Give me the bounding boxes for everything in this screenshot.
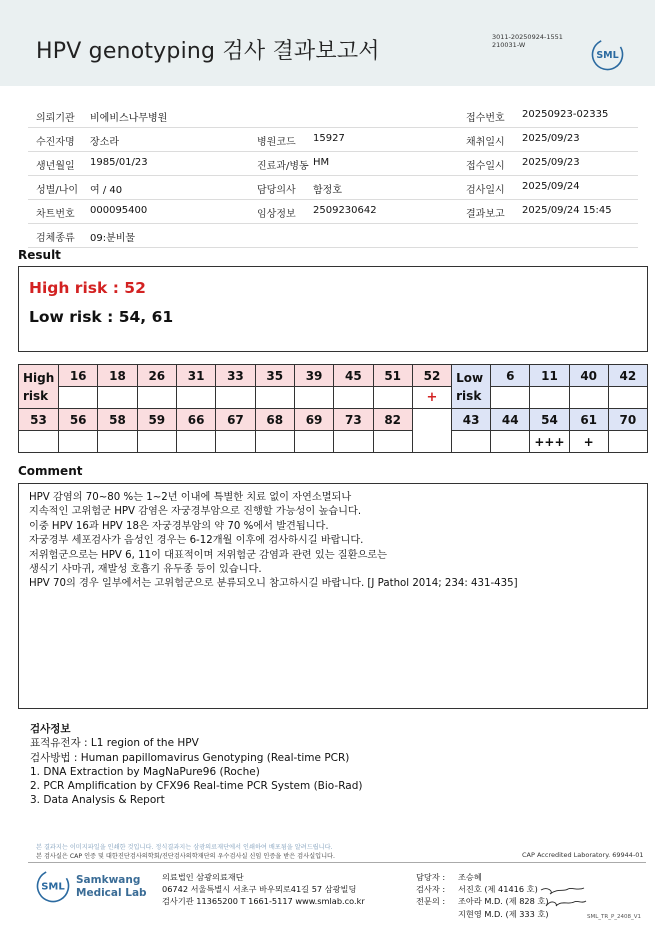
info-value: 000095400 <box>90 205 148 216</box>
sml-logo-icon <box>591 38 624 71</box>
result-cell <box>98 387 137 409</box>
info-value: 2025/09/23 <box>522 157 580 168</box>
info-value: HM <box>313 157 330 168</box>
genotype-cell: 11 <box>530 365 569 387</box>
info-label: 수진자명 <box>36 137 75 148</box>
info-label: 생년월일 <box>36 161 75 172</box>
info-row <box>28 176 638 200</box>
info-label: 결과보고 <box>466 209 505 220</box>
staff-value: 조아라 M.D. (제 828 호) <box>458 896 549 907</box>
staff-value: 조승혜 <box>458 872 482 882</box>
footer-divider <box>28 862 646 863</box>
info-row <box>28 104 638 128</box>
info-value: 여 / 40 <box>90 185 123 196</box>
svg-text:SML: SML <box>41 881 65 893</box>
result-cell <box>255 387 294 409</box>
info-value: 함정호 <box>313 185 342 196</box>
result-cell <box>452 431 491 453</box>
info-value: 20250923-02335 <box>522 109 609 120</box>
institution-info: 의료법인 삼광의료재단 06742 서울특별시 서초구 바우뫼로41길 57 삼광빌딩 검사기관 11365200 T 1661-5117 www.smlab.co.kr <box>162 872 365 907</box>
genotype-cell: 35 <box>255 365 294 387</box>
result-cell <box>176 387 215 409</box>
genotype-cell: 42 <box>608 365 647 387</box>
result-cell <box>59 431 98 453</box>
report-header <box>0 0 655 86</box>
staff-info <box>416 871 549 920</box>
test-info-line: 2. PCR Amplification by CFX96 Real-time PCR System (Bio-Rad) <box>30 780 363 793</box>
staff-key: 전문의 : <box>416 896 446 907</box>
test-info-line: 표적유전자 : L1 region of the HPV <box>30 737 199 750</box>
info-value: 1985/01/23 <box>90 157 148 168</box>
genotype-cell: 82 <box>373 409 412 431</box>
genotype-cell: 40 <box>569 365 608 387</box>
info-value: 장소라 <box>90 137 119 148</box>
staff-value: 서진호 (제 41416 호) <box>458 884 538 895</box>
info-row <box>28 152 638 176</box>
staff-value: 지현영 M.D. (제 333 호) <box>458 908 549 919</box>
result-cell <box>137 387 176 409</box>
comment-line: 생식기 사마귀, 재발성 호흡기 유두종 등이 있습니다. <box>29 564 262 576</box>
genotype-cell: 67 <box>216 409 255 431</box>
test-info-line: 1. DNA Extraction by MagNaPure96 (Roche) <box>30 765 260 778</box>
info-label: 검사일시 <box>466 185 505 196</box>
info-label: 접수일시 <box>466 161 505 172</box>
result-cell <box>608 387 647 409</box>
info-value: 비에비스나무병원 <box>90 113 168 124</box>
comment-line: HPV 70의 경우 일부에서는 고위험군으로 분류되오니 참고하시길 바랍니다. [J Pathol 2014; 234: 431-435] <box>29 578 518 590</box>
empty-cell <box>412 409 451 453</box>
result-cell <box>491 387 530 409</box>
info-label: 성별/나이 <box>36 185 79 196</box>
result-cell <box>373 387 412 409</box>
comment-line: 지속적인 고위험군 HPV 감염은 자궁경부암으로 진행할 가능성이 높습니다. <box>29 506 362 518</box>
result-cell <box>255 431 294 453</box>
cap-accreditation: CAP Accredited Laboratory. 69944-01 <box>522 851 644 859</box>
comment-line: HPV 감염의 70~80 %는 1~2년 이내에 특별한 치료 없이 자연소멸되나 <box>29 492 352 503</box>
info-value: 09:분비물 <box>90 233 136 244</box>
info-value: 2025/09/24 15:45 <box>522 205 612 216</box>
genotype-cell: 58 <box>98 409 137 431</box>
staff-key: 검사자 : <box>416 884 446 895</box>
genotype-cell: 6 <box>491 365 530 387</box>
svg-text:SML: SML <box>596 50 619 61</box>
patient-info-table <box>28 104 638 248</box>
high-risk-label: High risk <box>19 365 59 409</box>
result-cell <box>334 431 373 453</box>
result-cell <box>19 431 59 453</box>
genotype-cell: 51 <box>373 365 412 387</box>
info-label: 임상정보 <box>257 209 296 220</box>
result-cell <box>216 431 255 453</box>
info-label: 병원코드 <box>257 137 296 148</box>
form-version: SML_TR_P_2408_V1 <box>587 914 642 920</box>
test-info-line: 검사방법 : Human papillomavirus Genotyping (Real-time PCR) <box>30 751 350 764</box>
result-cell <box>176 431 215 453</box>
genotype-cell: 39 <box>294 365 333 387</box>
low-risk-label: Low risk <box>452 365 491 409</box>
info-row <box>28 224 638 248</box>
genotype-cell: 59 <box>137 409 176 431</box>
info-label: 담당의사 <box>257 185 296 196</box>
high-risk-result: High risk : 52 <box>29 279 146 297</box>
certification-notice: 본 검사실은 CAP 인증 및 대한진단검사의학회/진단검사의학재단의 우수검사실 신임 인증을 받은 검사실입니다. <box>36 853 335 860</box>
signature-icon <box>538 882 588 912</box>
genotype-cell: 56 <box>59 409 98 431</box>
result-cell: + <box>569 431 608 453</box>
genotype-cell: 54 <box>530 409 569 431</box>
info-value: 2025/09/24 <box>522 181 580 192</box>
info-label: 접수번호 <box>466 113 505 124</box>
info-row <box>28 200 638 224</box>
genotype-cell: 61 <box>569 409 608 431</box>
info-label: 검체종류 <box>36 233 75 244</box>
genotype-cell: 68 <box>255 409 294 431</box>
genotype-cell: 69 <box>294 409 333 431</box>
comment-line: 자궁경부 세포검사가 음성인 경우는 6-12개월 이후에 검사하시길 바랍니다. <box>29 535 364 547</box>
info-label: 차트번호 <box>36 209 75 220</box>
result-cell <box>530 387 569 409</box>
footer-brand: Samkwang Medical Lab <box>76 874 147 899</box>
result-cell <box>294 431 333 453</box>
result-cell <box>98 431 137 453</box>
info-label: 채취일시 <box>466 137 505 148</box>
genotype-cell: 70 <box>608 409 647 431</box>
comment-line: 저위험군으로는 HPV 6, 11이 대표적이며 저위험군 감염과 관련 있는 질환으로는 <box>29 549 387 561</box>
result-cell <box>491 431 530 453</box>
genotype-cell: 16 <box>59 365 98 387</box>
report-title: HPV genotyping 검사 결과보고서 <box>36 39 380 64</box>
result-cell: +++ <box>530 431 569 453</box>
result-cell <box>137 431 176 453</box>
genotype-cell: 33 <box>216 365 255 387</box>
table-row <box>19 365 648 387</box>
result-cell <box>59 387 98 409</box>
test-info <box>30 722 362 808</box>
test-info-heading: 검사정보 <box>30 723 71 735</box>
genotype-cell: 31 <box>176 365 215 387</box>
info-row <box>28 128 638 152</box>
table-row <box>19 431 648 453</box>
document-id: 3011-20250924-1551 210031-W <box>492 33 563 49</box>
info-value: 15927 <box>313 133 345 144</box>
comment-line: 이중 HPV 16과 HPV 18은 자궁경부암의 약 70 %에서 발견됩니다. <box>29 520 329 532</box>
result-cell: + <box>412 387 451 409</box>
low-risk-result: Low risk : 54, 61 <box>29 308 174 326</box>
staff-key: 담당자 : <box>416 872 446 882</box>
comment-box <box>18 483 648 709</box>
result-cell <box>373 431 412 453</box>
genotype-cell: 26 <box>137 365 176 387</box>
result-cell <box>569 387 608 409</box>
result-cell <box>608 431 647 453</box>
comment-heading: Comment <box>18 464 83 478</box>
genotype-table <box>18 364 648 453</box>
result-cell <box>294 387 333 409</box>
result-cell <box>334 387 373 409</box>
info-label: 진료과/병동 <box>257 161 309 172</box>
info-value: 2509230642 <box>313 205 377 216</box>
genotype-cell: 66 <box>176 409 215 431</box>
genotype-cell: 52 <box>412 365 451 387</box>
table-row <box>19 409 648 431</box>
result-cell <box>216 387 255 409</box>
genotype-cell: 73 <box>334 409 373 431</box>
sml-footer-logo-icon <box>36 869 70 903</box>
genotype-cell: 44 <box>491 409 530 431</box>
test-info-line: 3. Data Analysis & Report <box>30 794 165 807</box>
result-box <box>18 266 648 352</box>
genotype-cell: 18 <box>98 365 137 387</box>
print-notice: 본 결과지는 이미지파일을 인쇄한 것입니다. 정식결과지는 삼광의료재단에서 인쇄하여 배포됨을 알려드립니다. <box>36 844 333 851</box>
genotype-cell: 53 <box>19 409 59 431</box>
info-value: 2025/09/23 <box>522 133 580 144</box>
info-label: 의뢰기관 <box>36 113 75 124</box>
genotype-cell: 45 <box>334 365 373 387</box>
result-heading: Result <box>18 248 61 262</box>
table-row <box>19 387 648 409</box>
genotype-cell: 43 <box>452 409 491 431</box>
